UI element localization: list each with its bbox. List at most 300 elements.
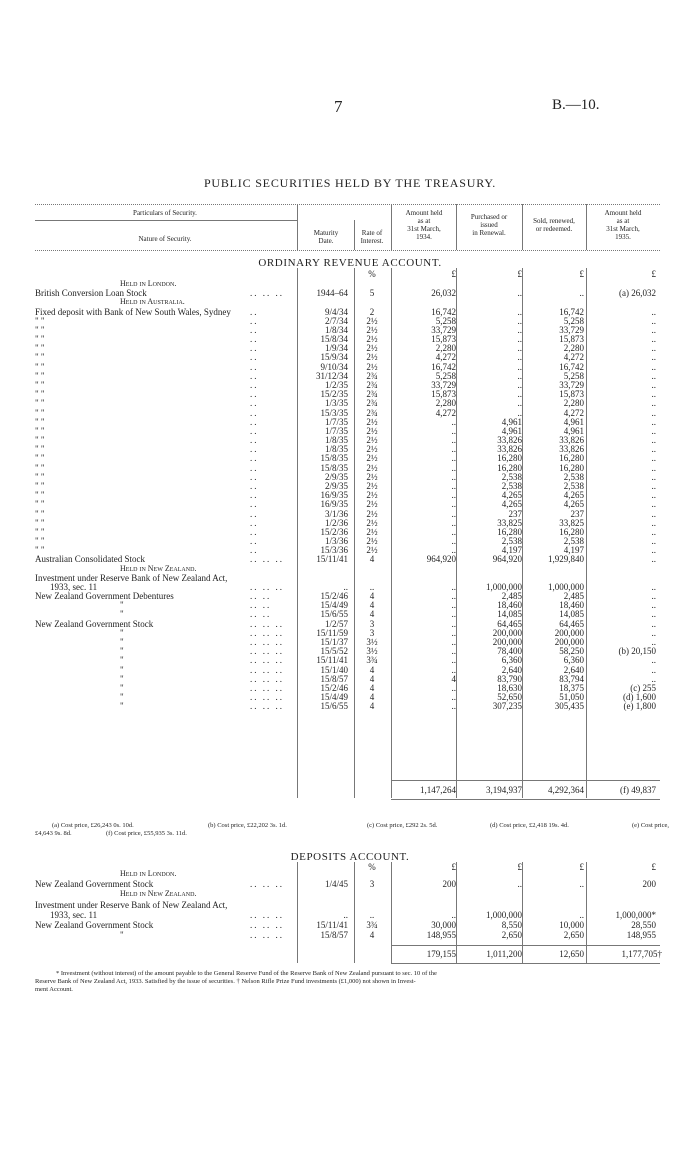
amount-held-1934: 2,280 [435,343,456,354]
security-name: " " [35,370,45,381]
amount-held-1934: .. [451,701,456,712]
leader-dots: .. .. .. [250,288,284,299]
amount-held-1935: .. [651,609,656,620]
amount-held-1934: .. [451,416,456,427]
amount-held-1935: .. [651,370,656,381]
sold-amount: 15,873 [559,389,584,400]
security-name: " " [35,398,45,409]
purchased-amount: 64,465 [497,618,522,629]
security-name: " " [35,425,45,436]
maturity-date: 15/1/37 [320,637,348,648]
leader-dots: .. .. [250,600,272,611]
purchased-amount: 16,280 [497,453,522,464]
maturity-date: 15/2/46 [320,682,348,693]
interest-rate: 2½ [366,545,378,556]
security-name: " [120,637,124,648]
amount-held-1934: 4,272 [435,352,456,363]
sold-amount: 2,280 [563,398,584,409]
purchased-amount: 4,961 [501,416,522,427]
amount-held-1935: 1,000,000* [615,909,656,920]
maturity-date: .. [343,581,348,592]
amount-held-1935: (b) 20,150 [618,646,656,657]
sold-amount: 4,265 [563,490,584,501]
maturity-date: 16/9/35 [320,499,348,510]
sold-amount: 5,258 [563,370,584,381]
sold-amount: 16,742 [559,361,584,372]
amount-held-1934: 4 [451,673,456,684]
interest-rate: 3 [369,627,375,638]
maturity-date: 15/5/52 [320,646,348,657]
amount-held-1934: .. [451,490,456,501]
security-name: " [120,930,124,941]
maturity-date: 15/8/34 [320,334,348,345]
amount-held-1935: (d) 1,600 [623,692,656,703]
sold-amount: 33,729 [559,324,584,335]
amount-held-1935: .. [651,425,656,436]
amount-held-1934: .. [451,517,456,528]
amount-held-1934: .. [451,526,456,537]
amount-held-1934: 148,955 [426,930,456,941]
location-heading: Held in Australia. [120,297,185,307]
purchased-amount: 1,000,000 [486,909,522,920]
purchased-amount: .. [517,389,522,400]
maturity-date: 15/4/49 [320,600,348,611]
cost-note-d: (d) Cost price, £2,418 19s. 4d. [490,822,569,829]
leader-dots: .. [250,334,259,345]
purchased-amount: .. [517,315,522,326]
sold-amount: 4,961 [563,416,584,427]
sold-amount: 200,000 [554,627,584,638]
amount-held-1935: .. [651,480,656,491]
interest-rate: 3¾ [366,920,378,930]
amount-held-1935: .. [651,490,656,501]
amount-held-1934: 33,729 [431,379,456,390]
security-name: " [120,655,124,666]
sold-amount: 14,085 [559,609,584,620]
header-purchased: Purchased or issued in Renewal. [470,213,508,237]
security-name: " " [35,334,45,345]
security-name: " [120,701,124,712]
sold-amount: 2,538 [563,536,584,547]
deposits-units: % £ £ £ £ [368,862,656,872]
maturity-date: 1944–64 [316,288,348,299]
amount-held-1935: (c) 255 [630,682,656,693]
sold-amount: 10,000 [559,920,584,930]
amount-held-1935: 28,550 [631,920,656,930]
interest-rate: 4 [369,701,375,712]
security-name: 1933, sec. 11 [50,909,98,920]
leader-dots: .. .. .. [250,879,284,890]
table-row [0,900,700,910]
security-name: " " [35,508,45,519]
amount-held-1934: .. [451,444,456,455]
interest-rate: 4 [369,554,375,565]
purchased-amount: .. [517,324,522,335]
security-name: " " [35,545,45,556]
security-name: " [120,673,124,684]
header-rate: Rate of Interest. [360,229,384,245]
leader-dots: .. .. .. [250,637,284,648]
interest-rate: .. [369,581,375,592]
amount-held-1935: .. [651,389,656,400]
maturity-date: 1/8/35 [324,444,348,455]
purchased-amount: 4,265 [501,499,522,510]
purchased-amount: 16,280 [497,462,522,473]
amount-held-1934: .. [451,508,456,519]
security-name: " " [35,389,45,400]
interest-rate: 4 [369,682,375,693]
document-reference: B.—10. [552,97,600,113]
purchased-amount: 16,280 [497,526,522,537]
leader-dots: .. .. .. [250,618,284,629]
leader-dots: .. [250,416,259,427]
leader-dots: .. [250,425,259,436]
purchased-amount: .. [517,407,522,418]
amount-held-1934: .. [451,453,456,464]
purchased-amount: 4,265 [501,490,522,501]
security-name: New Zealand Government Stock [35,618,154,629]
header-held-1934: Amount held as at 31st March, 1934. [405,209,443,241]
security-name: " " [35,499,45,510]
maturity-date: 15/2/46 [320,591,348,602]
maturity-date: 15/8/35 [320,462,348,473]
security-name: " " [35,471,45,482]
maturity-date: 15/11/41 [316,554,348,565]
amount-held-1934: .. [451,581,456,592]
maturity-date: .. [343,909,348,920]
leader-dots: .. .. .. [250,692,284,703]
sold-amount: 4,265 [563,499,584,510]
interest-rate: 2½ [366,517,378,528]
security-name: " " [35,407,45,418]
interest-rate: 2¾ [366,407,378,418]
interest-rate: 2 [369,306,375,317]
amount-held-1934: 16,742 [431,306,456,317]
purchased-amount: 83,790 [497,673,522,684]
header-sold: Sold, renewed, or redeemed. [533,217,575,233]
leader-dots: .. [250,517,259,528]
security-name: " " [35,517,45,528]
leader-dots: .. [250,379,259,390]
amount-held-1935: .. [651,526,656,537]
amount-held-1934: .. [451,692,456,703]
interest-rate: 2½ [366,425,378,436]
sold-amount: 16,280 [559,462,584,473]
amount-held-1935: .. [651,627,656,638]
amount-held-1934: 200 [442,879,456,890]
leader-dots: .. .. .. [250,627,284,638]
sold-amount: 2,485 [563,591,584,602]
sold-amount: 237 [570,508,584,519]
security-name: " " [35,343,45,354]
amount-held-1934: 964,920 [426,554,456,565]
leader-dots: .. [250,389,259,400]
interest-rate: 3 [369,879,375,890]
amount-held-1934: .. [451,646,456,657]
leader-dots: .. [250,398,259,409]
security-name: New Zealand Government Stock [35,920,154,930]
security-name: " " [35,416,45,427]
ordinary-units: % £ £ £ £ [368,269,656,279]
security-name: " " [35,480,45,491]
amount-held-1935: .. [651,554,656,565]
security-name: " " [35,379,45,390]
interest-rate: 5 [369,288,375,299]
purchased-amount: 2,485 [501,591,522,602]
interest-rate: 2½ [366,416,378,427]
amount-held-1934: .. [451,425,456,436]
purchased-amount: .. [517,361,522,372]
maturity-date: 15/2/36 [320,526,348,537]
amount-held-1935: .. [651,462,656,473]
purchased-amount: 33,826 [497,444,522,455]
amount-held-1934: .. [451,435,456,446]
maturity-date: 1/2/35 [324,379,348,390]
table-row [0,879,700,889]
purchased-amount: 6,360 [501,655,522,666]
interest-rate: 2½ [366,334,378,345]
footnote-line-2: Reserve Bank of New Zealand Act, 1933. Satisfied by the issue of securities. † Nelson Rifle Prize Fund investments (£1,000) not shown in Invest- [35,978,416,985]
interest-rate: 2¾ [366,389,378,400]
location-heading: Held in New Zealand. [120,563,197,573]
interest-rate: 2½ [366,462,378,473]
amount-held-1934: .. [451,471,456,482]
security-name: " [120,627,124,638]
interest-rate: 3½ [366,637,378,648]
interest-rate: 4 [369,664,375,675]
amount-held-1935: .. [651,315,656,326]
purchased-amount: 52,650 [497,692,522,703]
interest-rate: 4 [369,591,375,602]
interest-rate: 3 [369,618,375,629]
leader-dots: .. [250,435,259,446]
amount-held-1934: 30,000 [431,920,456,930]
maturity-date: 1/3/36 [324,536,348,547]
purchased-amount: 18,630 [497,682,522,693]
amount-held-1934: .. [451,499,456,510]
table-row [0,889,700,899]
interest-rate: 2½ [366,490,378,501]
leader-dots: .. [250,444,259,455]
sold-amount: 64,465 [559,618,584,629]
security-name: New Zealand Government Debentures [35,591,174,602]
amount-held-1934: .. [451,609,456,620]
amount-held-1935: .. [651,637,656,648]
sold-amount: 18,460 [559,600,584,611]
amount-held-1934: .. [451,480,456,491]
page-number: 7 [334,97,343,116]
security-name: " [120,600,124,611]
amount-held-1934: .. [451,637,456,648]
table-row [0,701,700,711]
purchased-amount: .. [517,370,522,381]
leader-dots: .. [250,545,259,556]
leader-dots: .. [250,490,259,501]
purchased-amount: 33,825 [497,517,522,528]
purchased-amount: 14,085 [497,609,522,620]
table-row [0,869,700,879]
maturity-date: 2/9/35 [324,480,348,491]
maturity-date: 1/7/35 [324,416,348,427]
amount-held-1934: .. [451,664,456,675]
sold-amount: 4,197 [563,545,584,556]
amount-held-1935: (e) 1,800 [623,701,656,712]
security-name: " " [35,352,45,363]
amount-held-1934: .. [451,462,456,473]
sold-amount: 15,873 [559,334,584,345]
leader-dots: .. [250,370,259,381]
interest-rate: 2½ [366,343,378,354]
interest-rate: 2½ [366,471,378,482]
header-amount-1935: Amount held as at 31st March, 1935. [604,209,642,241]
amount-held-1935: .. [651,453,656,464]
interest-rate: 2½ [366,435,378,446]
table-row [0,910,700,920]
amount-held-1935: .. [651,352,656,363]
amount-held-1934: 2,280 [435,398,456,409]
sold-amount: 16,280 [559,526,584,537]
interest-rate: 2½ [366,352,378,363]
security-name: " " [35,536,45,547]
maturity-date: 1/3/35 [324,398,348,409]
amount-held-1935: .. [651,407,656,418]
sold-amount: 305,435 [554,701,584,712]
interest-rate: 2¾ [366,379,378,390]
maturity-date: 2/9/35 [324,471,348,482]
security-name: Australian Consolidated Stock [35,554,145,565]
purchased-amount: .. [517,379,522,390]
purchased-amount: 2,538 [501,471,522,482]
maturity-date: 9/10/34 [320,361,348,372]
cost-note-a: (a) Cost price, £26,243 0s. 10d. [52,822,134,829]
maturity-date: 15/1/40 [320,664,348,675]
maturity-date: 1/2/57 [324,618,348,629]
sold-amount: 6,360 [563,655,584,666]
amount-held-1935: .. [651,655,656,666]
amount-held-1934: .. [451,909,456,920]
amount-held-1935: .. [651,435,656,446]
interest-rate: 2½ [366,536,378,547]
maturity-date: 15/4/49 [320,692,348,703]
amount-held-1935: (a) 26,032 [619,288,656,299]
deposits-totals: 179,155 1,011,200 12,650 1,177,705† [426,949,662,959]
interest-rate: 2½ [366,499,378,510]
leader-dots: .. .. .. [250,909,284,920]
purchased-amount: 4,197 [501,545,522,556]
sold-amount: 58,250 [559,646,584,657]
interest-rate: 3¾ [366,655,378,666]
sold-amount: 33,826 [559,435,584,446]
page-title: PUBLIC SECURITIES HELD BY THE TREASURY. [203,176,497,190]
interest-rate: 4 [369,600,375,611]
cost-note-f: (f) Cost price, £55,935 3s. 11d. [106,830,187,837]
maturity-date: 15/6/55 [320,701,348,712]
maturity-date: 1/4/45 [324,879,348,890]
security-name: " " [35,361,45,372]
leader-dots: .. .. [250,591,272,602]
purchased-amount: 18,460 [497,600,522,611]
leader-dots: .. [250,343,259,354]
maturity-date: 2/7/34 [324,315,348,326]
sold-amount: 33,729 [559,379,584,390]
interest-rate: 4 [369,692,375,703]
leader-dots: .. [250,508,259,519]
security-name: " " [35,462,45,473]
security-name: Investment under Reserve Bank of New Zealand Act, [35,899,228,910]
purchased-amount: 307,235 [492,701,522,712]
cost-note-c: (c) Cost price, £292 2s. 5d. [367,822,438,829]
purchased-amount: 200,000 [492,627,522,638]
leader-dots: .. [250,352,259,363]
amount-held-1934: .. [451,545,456,556]
purchased-amount: 2,640 [501,664,522,675]
purchased-amount: 78,400 [497,646,522,657]
leader-dots: .. .. .. [250,554,284,565]
maturity-date: 31/12/34 [315,370,348,381]
deposits-heading: DEPOSITS ACCOUNT. [290,851,410,863]
interest-rate: .. [369,909,375,920]
location-heading: Held in New Zealand. [120,889,197,899]
sold-amount: 2,650 [563,930,584,941]
security-name: Investment under Reserve Bank of New Zealand Act, [35,572,228,583]
security-name: British Conversion Loan Stock [35,288,147,299]
maturity-date: 1/7/35 [324,425,348,436]
security-name: New Zealand Government Stock [35,879,154,890]
amount-held-1934: .. [451,627,456,638]
interest-rate: 2½ [366,361,378,372]
interest-rate: 4 [369,609,375,620]
amount-held-1935: .. [651,444,656,455]
maturity-date: 1/2/36 [324,517,348,528]
purchased-amount: .. [517,352,522,363]
amount-held-1934: .. [451,591,456,602]
sold-amount: 51,050 [559,692,584,703]
footnote-line-1: * Investment (without interest) of the amount payable to the General Reserve Fund of the Reserve Bank of New Zealand pursuant to sec. 10 of the [56,970,437,977]
sold-amount: 2,538 [563,471,584,482]
maturity-date: 15/11/41 [316,655,348,666]
interest-rate: 2½ [366,444,378,455]
security-name: " [120,609,124,620]
maturity-date: 16/9/35 [320,490,348,501]
leader-dots: .. .. .. [250,664,284,675]
amount-held-1934: 33,729 [431,324,456,335]
leader-dots: .. .. .. [250,920,284,930]
purchased-amount: .. [517,398,522,409]
maturity-date: 15/6/55 [320,609,348,620]
security-name: " " [35,490,45,501]
purchased-amount: .. [517,879,522,890]
leader-dots: .. .. .. [250,646,284,657]
interest-rate: 2¾ [366,370,378,381]
interest-rate: 2½ [366,526,378,537]
header-maturity: Maturity Date. [313,229,339,245]
interest-rate: 4 [369,673,375,684]
purchased-amount: 1,000,000 [486,581,522,592]
maturity-date: 15/8/35 [320,453,348,464]
sold-amount: .. [579,288,584,299]
purchased-amount: .. [517,343,522,354]
leader-dots: .. [250,324,259,335]
amount-held-1935: .. [651,517,656,528]
amount-held-1935: .. [651,398,656,409]
interest-rate: 2½ [366,453,378,464]
amount-held-1935: .. [651,361,656,372]
sold-amount: 1,929,840 [548,554,584,565]
maturity-date: 15/11/41 [316,920,348,930]
security-name: " [120,682,124,693]
purchased-amount: 964,920 [492,554,522,565]
purchased-amount: 4,961 [501,425,522,436]
